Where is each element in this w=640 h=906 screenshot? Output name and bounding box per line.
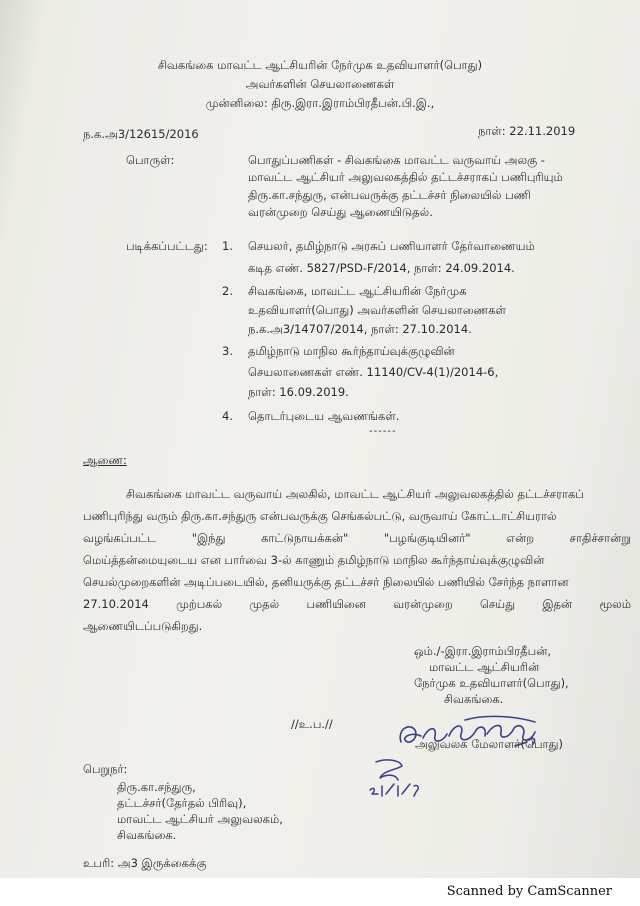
handwritten-signature (395, 712, 555, 758)
order-date: நாள்: 22.11.2019 (478, 124, 576, 138)
order-line-3 (83, 528, 631, 550)
ref-item-4-num: 4. (222, 409, 233, 423)
ref-item-4-line-1: தொடர்புடைய ஆவணங்கள். (248, 409, 400, 423)
order-word: "இந்து (191, 531, 226, 545)
order-line-6 (83, 594, 631, 616)
ref-item-2-num: 2. (222, 284, 233, 298)
header-line-1: சிவகங்கை மாவட்ட ஆட்சியரின் நேர்முக உதவியாளர்(பொது) (157, 58, 483, 72)
scanner-watermark: Scanned by CamScanner (446, 884, 612, 899)
order-word: முதல் (249, 597, 280, 611)
order-word: காட்டுநாயக்கன்" (261, 531, 349, 545)
separator-dashes: ------ (369, 426, 397, 437)
order-word: வழங்கப்பட்ட (83, 531, 157, 545)
attested-title: அலுவலக மேலாளர்(பொது) (415, 737, 564, 751)
order-line-4: மெய்த்தன்மையுடைய என பார்வை 3-ல் காணும் தமிழ்நாடு மாநில கூர்ந்தாய்வுக்குழுவின் (83, 553, 545, 567)
receiver-line-3: மாவட்ட ஆட்சியர் அலுவலகம், (117, 812, 283, 826)
subject-line-2: மாவட்ட ஆட்சியர் அலுவலகத்தில் தட்டச்சராகப் பணிபுரியும் (248, 170, 563, 184)
ref-item-3-line-3: நாள்: 16.09.2019. (248, 385, 349, 399)
signatory-title-1: மாவட்ட ஆட்சியரின் (429, 660, 540, 674)
receiver-line-4: சிவகங்கை. (117, 828, 177, 842)
order-word: சாதிச்சான்று (569, 531, 631, 545)
order-word: பணியினை (306, 597, 366, 611)
receiver-label: பெறுநர்: (83, 762, 128, 776)
order-word: "பழங்குடியினர்" (383, 531, 471, 545)
ref-item-3-line-2: செயலாணைகள் எண். 11140/CV-4(1)/2014-6, (248, 365, 499, 379)
order-line-2: பணிபுரிந்து வரும் திரு.கா.சந்துரு என்பவருக்கு செங்கல்பட்டு, வருவாய் கோட்டாட்சியரால் (83, 509, 557, 523)
reference-number: ந.க.அ3/12615/2016 (83, 127, 199, 141)
order-word: முற்பகல் (176, 597, 223, 611)
header-line-2: அவர்களின் செயலாணைகள் (245, 77, 395, 91)
order-line-1: சிவகங்கை மாவட்ட வருவாய் அலகில், மாவட்ட ஆட்சியர் அலுவலகத்தில் தட்டச்சராகப் (126, 487, 584, 501)
ref-item-1-line-2: கடித எண். 5827/PSD-F/2014, நாள்: 24.09.2014. (248, 261, 515, 275)
receiver-line-2: தட்டச்சர்(தேர்தல் பிரிவு), (117, 796, 247, 810)
order-word: என்ற (506, 531, 535, 545)
subject-label: பொருள்: (126, 153, 175, 167)
order-word: வரன்முறை (393, 597, 453, 611)
copy-to: உபரி: அ3 இருக்கைக்கு (83, 856, 207, 870)
handwritten-initial-date (366, 756, 422, 800)
subject-line-3: திரு.கா.சந்துரு, என்பவருக்கு தட்டச்சர் நிலையில் பணி (248, 188, 531, 202)
order-word: செய்து (479, 597, 516, 611)
ref-item-2-line-2: உதவியாளர்(பொது) அவர்களின் செயலாணைகள் (248, 303, 507, 317)
ref-item-2-line-1: சிவகங்கை, மாவட்ட ஆட்சியரின் நேர்முக (248, 284, 467, 298)
signatory-name: ஒம்./-இரா.இராம்பிரதீபன், (414, 644, 552, 658)
ref-item-3-num: 3. (222, 344, 233, 358)
subject-line-4: வரன்முறை செய்து ஆணையிடுதல். (248, 205, 433, 219)
references-label: படிக்கப்பட்டது: (126, 239, 208, 253)
order-line-5: செயல்முறைகளின் அடிப்படையில், தனியருக்கு தட்டச்சர் நிலையில் பணியில் சேர்ந்த நாளான (83, 575, 569, 589)
order-word: 27.10.2014 (83, 597, 149, 611)
ref-item-3-line-1: தமிழ்நாடு மாநில கூர்ந்தாய்வுக்குழுவின் (248, 344, 455, 358)
ref-item-1-num: 1. (222, 239, 233, 253)
order-label: ஆணை: (83, 453, 127, 467)
signatory-title-2: நேர்முக உதவியாளர்(பொது), (414, 676, 569, 690)
ref-item-1-line-1: செயலர், தமிழ்நாடு அரசுப் பணியாளர் தேர்வாணையம் (248, 239, 535, 253)
ref-item-2-line-3: ந.க.அ3/14707/2014, நாள்: 27.10.2014. (248, 322, 472, 336)
order-word: மூலம் (599, 597, 631, 611)
order-word: இதன் (542, 597, 573, 611)
header-line-3: முன்னிலை: திரு.இரா.இராம்பிரதீபன்.பி.இ., (205, 96, 435, 110)
receiver-line-1: திரு.கா.சந்துரு, (117, 780, 196, 794)
uba-mark: //உ.ப.// (291, 717, 333, 731)
order-line-7: ஆணையிடப்படுகிறது. (83, 619, 203, 633)
subject-line-1: பொதுப்பணிகள் - சிவகங்கை மாவட்ட வருவாய் அலகு - (248, 153, 545, 167)
scanner-footer (0, 878, 640, 906)
signatory-place: சிவகங்கை. (444, 692, 504, 706)
